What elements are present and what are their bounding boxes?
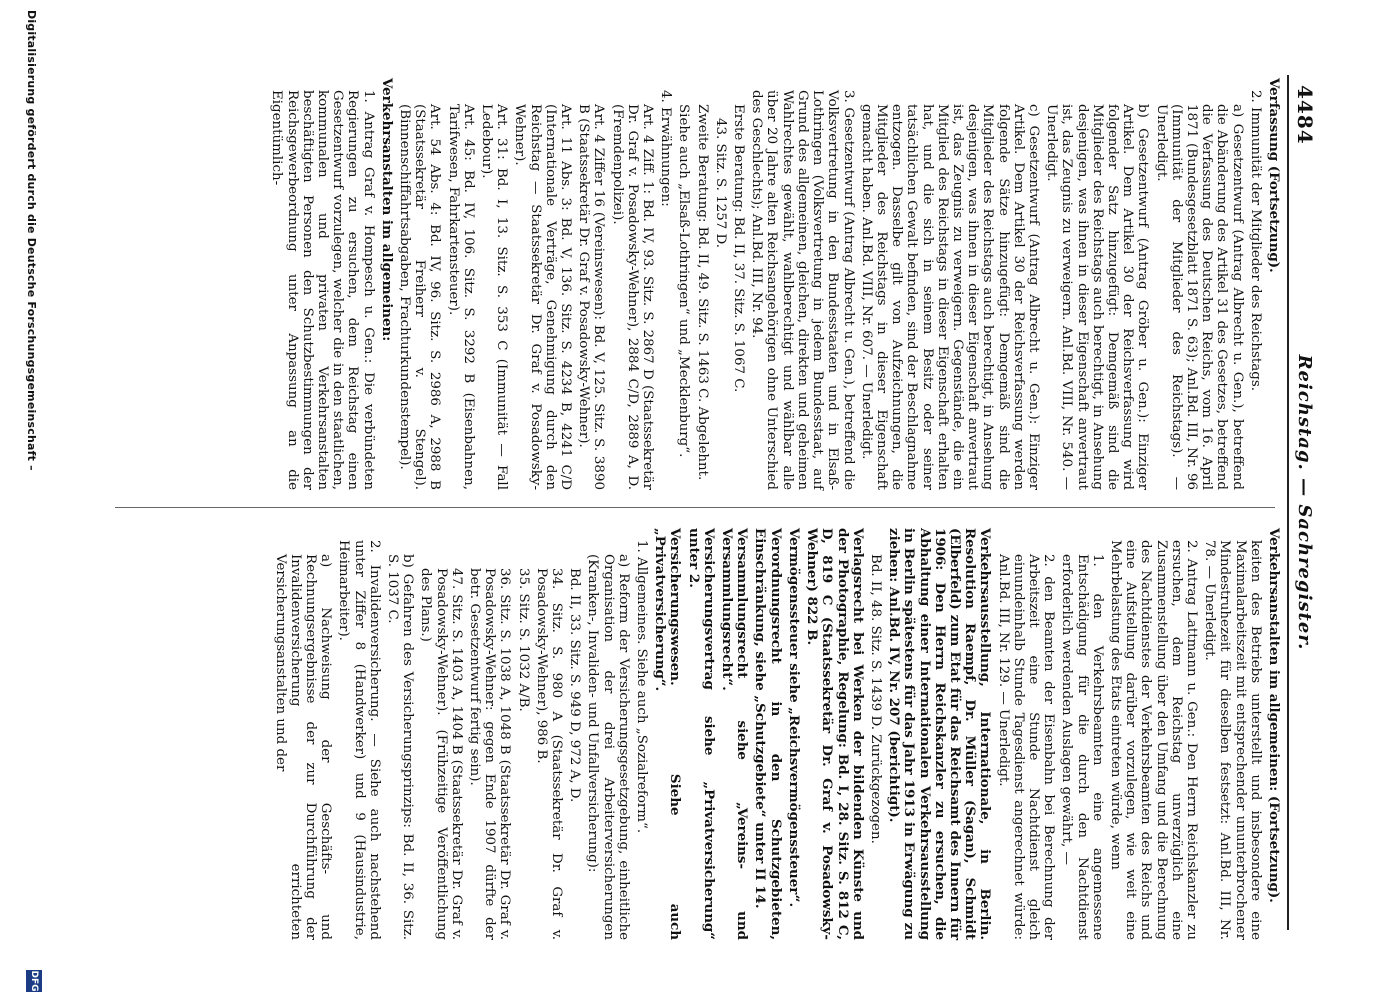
text-paragraph: 2. Antrag Lattmann u. Gen.: Den Herrn Reichskanzler zu ersuchen, dem Reichstag unverzüglich eine Zusammenstellung über den Umfang und die Berechnung des Nachtdienstes der Verkehrsbeamten des Reichs und eine Aufstellung darüber vorzulegen, wie weit eine Mehrbelastung des Etats eintreten würde, wenn [1107, 540, 1199, 940]
text-paragraph: Erste Beratung: Bd. II, 37. Sitz. S. 1067 C. [731, 104, 747, 393]
text-paragraph: Verordnungsrecht in den Schutzgebieten, Einschränkung, siehe „Schutzgebiete“ unter II 14. [752, 528, 784, 940]
column-divider [115, 507, 1275, 508]
page-header [1287, 75, 1323, 930]
text-paragraph: a) Nachweisung der Geschäfts- und Rechnungsergebnisse der zur Durchführung der Invalidenversicherung errichteten Versicherungsanstalten und der [272, 554, 334, 940]
text-paragraph: b) Gefahren des Versicherungsprinzips: Bd. II, 36. Sitz. S. 1037 C. [385, 554, 416, 940]
text-paragraph: 3. Gesetzentwurf (Antrag Albrecht u. Gen.), betreffend die Volksvertretung in den Bundesstaaten und in Elsaß-Lothringen (Volksvertretung in jedem Bundesstaat, auf Grund des allgemeinen, gleichen, direkten und geheimen Wahlrechtes gewählt, wahlberechtigt und wählbar alle über 20 Jahre alten Reichsangehörigen ohne Unterschied des Geschlechts); Anl.Bd. III, Nr. 94. [749, 90, 856, 490]
text-paragraph: c) Gesetzentwurf (Antrag Albrecht u. Gen.): Einziger Artikel. Dem Artikel 30 der Reichsverfassung werden folgende Sätze hinzugefügt: Demgemäß sind die Mitglieder des Reichstags auch berechtigt, in Ansehung desjenigen, was ihnen in dieser Eigenschaft anvertraut ist, das Zeugnis zu verweigern. Gegenstände, die ein Mitglied des Reichstags in dieser Eigenschaft erhalten hat, und die sich in seinem Besitz oder seiner tatsächlichen Gewalt befinden, sind der Beschlagnahme entzogen. Dasselbe gilt von Aufzeichnungen, die Mitglieder des Reichstags in dieser Eigenschaft gemacht haben. Anl.Bd. VIII, Nr. 607. — Unerledigt. [858, 104, 1041, 490]
text-paragraph: 47. Sitz. S. 1403 A, 1404 B (Staatssekretär Dr. Graf v. Posadowsky-Wehner). (Frühzeitige Veröffentlichung des Plans.) [418, 568, 464, 940]
text-paragraph: Art. 54 Abs. 4: Bd. IV, 96. Sitz. S. 2986 A, 2988 B (Staatssekretär Freiherr v. Stengel). (Binnenschiffahrtsabgaben, Frachturkundenstempel). [397, 104, 443, 490]
text-paragraph: 1. den Verkehrsbeamten eine angemessene Entschädigung für die durch den Nachtdienst erforderlich werdenden Auslagen gewährt, — [1059, 554, 1105, 940]
text-paragraph: 1. Antrag Graf v. Hompesch u. Gen.: Die verbündeten Regierungen zu ersuchen, dem Reichstag einen Gesetzentwurf vorzulegen, welcher die in den staatlichen, kommunalen und privaten Verkehrsanstalten beschäftigten Personen den Schutzbestimmungen der Reichsgewerbeordnung unter Anpassung an die Eigentümlich- [269, 90, 376, 490]
text-paragraph: 2. den Beamten der Eisenbahn bei Berechnung der Arbeitszeit eine Stunde Nachtdienst gleich einundeinhalb Stunde Tagesdienst angerechnet würde: Anl.Bd. III, Nr. 129. — Unerledigt. [995, 554, 1057, 940]
text-paragraph: 34. Sitz. S. 980 A (Staatssekretär Dr. Graf v. Posadowsky-Wehner), 986 B. [533, 568, 565, 940]
text-paragraph: keiten des Betriebs unterstellt und insbesondere eine Maximalarbeitszeit mit entsprechender ununterbrochener Mindestruhezeit für dieselben festsetzt: Anl.Bd. III, Nr. 78. — Unerledigt. [1202, 540, 1263, 940]
text-paragraph: Versammlungsrecht siehe „Vereins- und Versammlungsrecht“. [719, 528, 751, 940]
running-head: Reichstag. — Sachregister. [1294, 354, 1315, 651]
text-paragraph: 1. Allgemeines. Siehe auch „Sozialreform“. [634, 540, 650, 834]
text-paragraph: Vermögenssteuer siehe „Reichsvermögenssteuer“. [785, 528, 802, 908]
text-paragraph: 2. Invalidenversicherung. — Siehe auch nachstehend unter Ziffer 8 (Handwerker) und 9 (Hausindustrie, Heimarbeiter). [336, 540, 382, 940]
dfg-logo-icon: DFG [26, 970, 42, 992]
text-paragraph: Verkehrsanstalten im allgemeinen: [378, 78, 395, 342]
text-paragraph: 4. Erwähnungen: [658, 90, 674, 207]
text-paragraph: 36. Sitz. S. 1038 A, 1048 B (Staatssekretär Dr. Graf v. Posadowsky-Wehner: gegen Ende 1907 dürfte der betr. Gesetzentwurf fertig sein). [467, 568, 513, 940]
text-paragraph: Versicherungswesen. Siehe auch „Privatversicherung“. [652, 528, 684, 940]
text-paragraph: Verlagsrecht bei Werken der bildenden Künste und der Photographie, Regelung: Bd. I, 28. Sitz. S. 812 C, D, 819 C (Staatssekretär Dr. Graf v. Posadowsky-Wehner) 822 B. [804, 528, 866, 940]
text-paragraph: Bd. II, 33. Sitz. S. 949 D, 972 A, D. [567, 568, 583, 803]
digitization-footer [8, 0, 48, 1000]
text-paragraph: Zweite Beratung: Bd. II, 49. Sitz. S. 1463 C. Abgelehnt. [694, 104, 710, 481]
text-paragraph: Verkehrsausstellung, Internationale, in Berlin. Resolution Raempf, Dr. Müller (Sagan), Schmidt (Elberfeld) zum Etat für das Reichsamt des Innern für 1906: Den Herrn Reichskanzler zu ersuchen, die Abhaltung einer Internationalen Verkehrsausstellung in Berlin spätestens für das Jahr 1913 in Erwägung zu ziehen: Anl.Bd. IV, Nr. 207 (berichtigt). [886, 528, 994, 940]
page-number: 4484 [1293, 85, 1317, 145]
text-paragraph: Art. 31: Bd. I, 13. Sitz. S. 353 C (Immunität — Fall Ledebour). [479, 104, 510, 490]
text-paragraph: Art. 4 Ziffer 16 (Vereinswesen): Bd. V, 125. Sitz. S. 3890 B (Staatssekretär Dr. Graf v. Posadowsky-Wehner). [576, 104, 607, 490]
text-paragraph: 35. Sitz. S. 1032 A/B. [515, 568, 531, 712]
text-paragraph: Verkehrsanstalten im allgemeinen: (Fortsetzung). [1266, 528, 1282, 903]
text-paragraph: Art. 11 Abs. 3: Bd. V, 136. Sitz. S. 4234 B, 4241 C/D (Internationale Verträge, Genehmigung durch den Reichstag — Staatssekretär Dr. Graf v. Posadowsky-Wehner). [512, 104, 574, 490]
text-paragraph: 43. Sitz. S. 1257 D. [712, 118, 728, 249]
text-paragraph: Art. 4 Ziff. 1: Bd. IV, 93. Sitz. S. 2867 D (Staatssekretär Dr. Graf v. Posadowsky-Wehner), 2884 C/D, 2889 A, D. (Fremdenpolizei). [609, 104, 656, 490]
text-paragraph: 2. Immunität der Mitglieder des Reichstags. [1247, 90, 1263, 391]
text-paragraph: a) Reform der Versicherungsgesetzgebung, einheitliche Organisation der drei Arbeiterversicherungen (Kranken-, Invaliden- und Unfallversicherung): [585, 554, 631, 940]
text-paragraph: Verfassung (Fortsetzung). [1266, 78, 1282, 273]
text-paragraph: Art. 45: Bd. IV, 106. Sitz. S. 3292 B (Eisenbahnen, Tarifwesen, Fahrkartensteuer). [445, 104, 476, 490]
text-paragraph: Siehe auch „Elsaß-Lothringen“ und „Mecklenburg“. [676, 104, 692, 458]
right-column [101, 528, 1281, 940]
text-paragraph: Versicherungsvertrag siehe „Privatversicherung“ unter 2. [685, 528, 717, 940]
text-paragraph: Bd. II, 48. Sitz. S. 1439 D. Zurückgezogen. [867, 554, 883, 844]
text-paragraph: a) Gesetzentwurf (Antrag Albrecht u. Gen.), betreffend die Abänderung des Artikel 31 des Gesetzes, betreffend die Verfassung des Deutschen Reichs, vom 16. April 1871 (Bundesgesetzblatt 1871 S. 63); Anl.Bd. III, Nr. 96 (Immunität der Mitglieder des Reichstags). — Unerledigt. [1153, 104, 1245, 490]
left-column [101, 78, 1281, 490]
text-paragraph: b) Gesetzentwurf (Antrag Gröber u. Gen.): Einziger Artikel. Dem Artikel 30 der Reichsverfassung wird folgender Satz hinzugefügt: Demgemäß sind die Mitglieder des Reichstags auch berechtigt, in Ansehung desjenigen, was ihnen in dieser Eigenschaft anvertraut ist, das Zeugnis zu verweigern. Anl.Bd. VIII, Nr. 540. — Unerledigt. [1044, 104, 1151, 490]
funding-note: Digitalisierung gefördert durch die Deutsche Forschungsgemeinschaft – [25, 10, 38, 471]
